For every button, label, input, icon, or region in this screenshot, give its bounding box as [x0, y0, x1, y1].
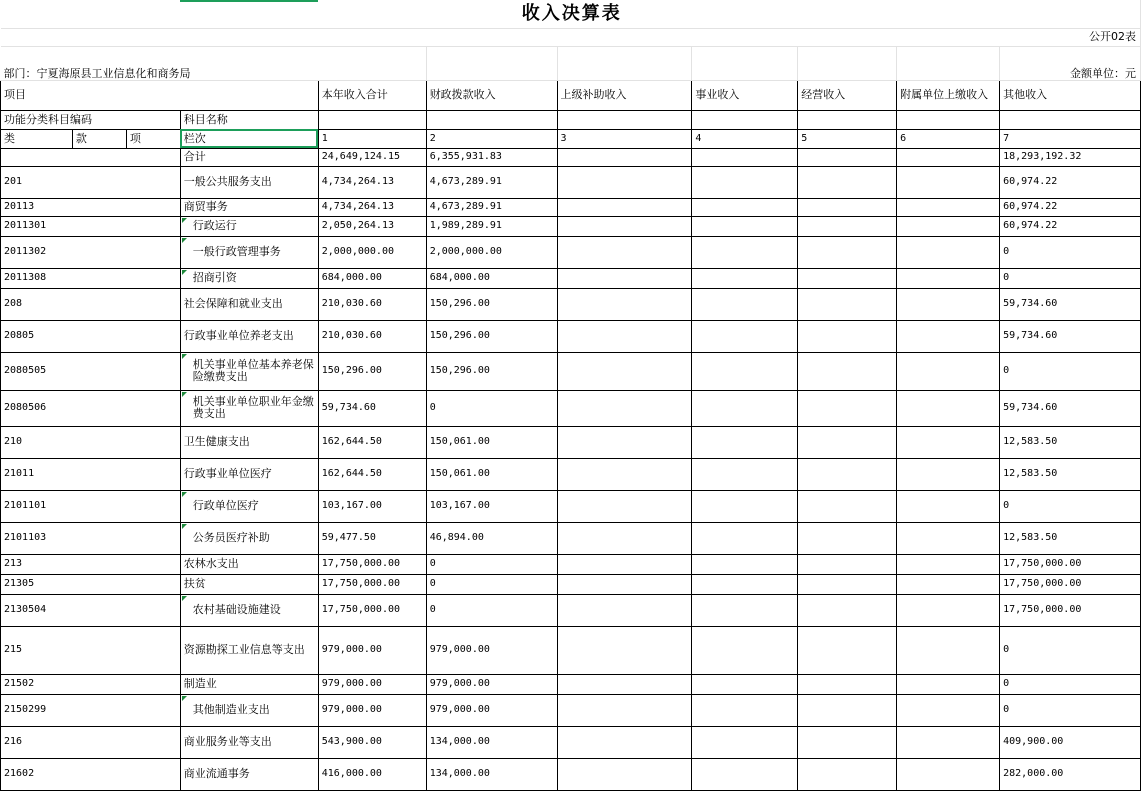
- row-other[interactable]: 0: [1000, 236, 1141, 268]
- row-operating-income[interactable]: [798, 694, 897, 726]
- row-code[interactable]: 20113: [1, 198, 181, 216]
- row-subject-name[interactable]: 商业服务业等支出: [180, 726, 318, 758]
- row-superior-subsidy[interactable]: [557, 674, 692, 694]
- row-affiliate-income[interactable]: [897, 288, 1000, 320]
- row-total[interactable]: 17,750,000.00: [318, 554, 426, 574]
- row-code[interactable]: 201: [1, 166, 181, 198]
- row-affiliate-income[interactable]: [897, 426, 1000, 458]
- row-other[interactable]: 0: [1000, 268, 1141, 288]
- row-subject-name[interactable]: 合计: [180, 148, 318, 166]
- row-affiliate-income[interactable]: [897, 726, 1000, 758]
- row-operating-income[interactable]: [798, 626, 897, 674]
- row-affiliate-income[interactable]: [897, 554, 1000, 574]
- row-code[interactable]: 2150299: [1, 694, 181, 726]
- row-business-income[interactable]: [692, 626, 798, 674]
- row-code[interactable]: 2101103: [1, 522, 181, 554]
- row-subject-name[interactable]: 行政事业单位养老支出: [180, 320, 318, 352]
- table-row: [1, 288, 1141, 320]
- header-subject-name: 科目名称: [180, 110, 318, 129]
- row-superior-subsidy[interactable]: [557, 166, 692, 198]
- row-code[interactable]: 210: [1, 426, 181, 458]
- row-fiscal[interactable]: 4,673,289.91: [426, 198, 557, 216]
- row-total[interactable]: 4,734,264.13: [318, 198, 426, 216]
- row-fiscal[interactable]: 150,296.00: [426, 320, 557, 352]
- row-fiscal[interactable]: 979,000.00: [426, 674, 557, 694]
- row-business-income[interactable]: [692, 320, 798, 352]
- row-superior-subsidy[interactable]: [557, 726, 692, 758]
- row-affiliate-income[interactable]: [897, 626, 1000, 674]
- row-other[interactable]: 17,750,000.00: [1000, 574, 1141, 594]
- row-other[interactable]: 59,734.60: [1000, 288, 1141, 320]
- row-subject-name[interactable]: 商贸事务: [180, 198, 318, 216]
- row-code[interactable]: 2080506: [1, 390, 181, 426]
- row-subject-name[interactable]: 招商引资: [180, 268, 318, 288]
- row-code[interactable]: 20805: [1, 320, 181, 352]
- row-other[interactable]: 12,583.50: [1000, 522, 1141, 554]
- col-number-5: 5: [798, 129, 897, 148]
- row-superior-subsidy[interactable]: [557, 390, 692, 426]
- row-operating-income[interactable]: [798, 148, 897, 166]
- row-other[interactable]: 12,583.50: [1000, 426, 1141, 458]
- row-business-income[interactable]: [692, 216, 798, 236]
- row-operating-income[interactable]: [798, 166, 897, 198]
- row-fiscal[interactable]: 46,894.00: [426, 522, 557, 554]
- form-number: 公开02表: [1, 28, 1141, 46]
- row-affiliate-income[interactable]: [897, 198, 1000, 216]
- col-number-7: 7: [1000, 129, 1141, 148]
- table-row: [1, 674, 1141, 694]
- header-kuan: 款: [72, 129, 126, 148]
- row-total[interactable]: 684,000.00: [318, 268, 426, 288]
- row-subject-name[interactable]: 机关事业单位基本养老保险缴费支出: [180, 352, 318, 390]
- table-row: [1, 694, 1141, 726]
- row-superior-subsidy[interactable]: [557, 522, 692, 554]
- row-total[interactable]: 210,030.60: [318, 288, 426, 320]
- department-label: 部门：宁夏海原县工业信息化和商务局: [1, 46, 427, 80]
- row-fiscal[interactable]: 979,000.00: [426, 694, 557, 726]
- row-subject-name[interactable]: 农林水支出: [180, 554, 318, 574]
- row-subject-name[interactable]: 商业流通事务: [180, 758, 318, 790]
- row-affiliate-income[interactable]: [897, 268, 1000, 288]
- row-business-income[interactable]: [692, 522, 798, 554]
- table-row: [1, 490, 1141, 522]
- row-business-income[interactable]: [692, 268, 798, 288]
- row-business-income[interactable]: [692, 288, 798, 320]
- row-subject-name[interactable]: 一般行政管理事务: [180, 236, 318, 268]
- row-other[interactable]: 0: [1000, 352, 1141, 390]
- table-row: [1, 522, 1141, 554]
- row-code[interactable]: 215: [1, 626, 181, 674]
- row-fiscal[interactable]: 1,989,289.91: [426, 216, 557, 236]
- row-operating-income[interactable]: [798, 522, 897, 554]
- row-operating-income[interactable]: [798, 268, 897, 288]
- row-fiscal[interactable]: 150,061.00: [426, 458, 557, 490]
- row-affiliate-income[interactable]: [897, 490, 1000, 522]
- row-business-income[interactable]: [692, 198, 798, 216]
- row-subject-name[interactable]: 公务员医疗补助: [180, 522, 318, 554]
- row-total[interactable]: 416,000.00: [318, 758, 426, 790]
- row-subject-name[interactable]: 行政运行: [180, 216, 318, 236]
- row-affiliate-income[interactable]: [897, 236, 1000, 268]
- row-total[interactable]: 979,000.00: [318, 674, 426, 694]
- table-row: [1, 574, 1141, 594]
- row-business-income[interactable]: [692, 490, 798, 522]
- table-row: [1, 352, 1141, 390]
- row-superior-subsidy[interactable]: [557, 554, 692, 574]
- row-affiliate-income[interactable]: [897, 148, 1000, 166]
- row-total[interactable]: 2,000,000.00: [318, 236, 426, 268]
- row-other[interactable]: 60,974.22: [1000, 216, 1141, 236]
- row-code[interactable]: 2080505: [1, 352, 181, 390]
- row-operating-income[interactable]: [798, 288, 897, 320]
- row-fiscal[interactable]: 150,296.00: [426, 352, 557, 390]
- row-code[interactable]: 2011302: [1, 236, 181, 268]
- row-operating-income[interactable]: [798, 320, 897, 352]
- row-business-income[interactable]: [692, 352, 798, 390]
- row-operating-income[interactable]: [798, 426, 897, 458]
- row-fiscal[interactable]: 150,296.00: [426, 288, 557, 320]
- row-business-income[interactable]: [692, 694, 798, 726]
- row-superior-subsidy[interactable]: [557, 288, 692, 320]
- row-superior-subsidy[interactable]: [557, 490, 692, 522]
- row-superior-subsidy[interactable]: [557, 236, 692, 268]
- header-col-2: 财政拨款收入: [426, 80, 557, 110]
- row-total[interactable]: 103,167.00: [318, 490, 426, 522]
- col-number-1: 1: [318, 129, 426, 148]
- row-subject-name[interactable]: 资源勘探工业信息等支出: [180, 626, 318, 674]
- row-affiliate-income[interactable]: [897, 352, 1000, 390]
- row-total[interactable]: 59,477.50: [318, 522, 426, 554]
- header-col-6: 附属单位上缴收入: [897, 80, 1000, 110]
- header-code-group: 功能分类科目编码: [1, 110, 181, 129]
- row-code[interactable]: 2011308: [1, 268, 181, 288]
- row-total[interactable]: 979,000.00: [318, 626, 426, 674]
- row-operating-income[interactable]: [798, 458, 897, 490]
- col-number-6: 6: [897, 129, 1000, 148]
- row-subject-name[interactable]: 制造业: [180, 674, 318, 694]
- row-business-income[interactable]: [692, 554, 798, 574]
- row-operating-income[interactable]: [798, 554, 897, 574]
- row-business-income[interactable]: [692, 758, 798, 790]
- row-subject-name[interactable]: 扶贫: [180, 574, 318, 594]
- page-title: 收入决算表: [1, 0, 1141, 28]
- row-business-income[interactable]: [692, 594, 798, 626]
- row-other[interactable]: 60,974.22: [1000, 166, 1141, 198]
- row-code[interactable]: [1, 148, 181, 166]
- table-row: [1, 166, 1141, 198]
- row-superior-subsidy[interactable]: [557, 352, 692, 390]
- table-row: [1, 148, 1141, 166]
- row-operating-income[interactable]: [798, 674, 897, 694]
- header-col-1: 本年收入合计: [318, 80, 426, 110]
- row-operating-income[interactable]: [798, 352, 897, 390]
- table-row: [1, 426, 1141, 458]
- row-code[interactable]: 216: [1, 726, 181, 758]
- table-row: [1, 390, 1141, 426]
- row-other[interactable]: 59,734.60: [1000, 390, 1141, 426]
- row-operating-income[interactable]: [798, 236, 897, 268]
- row-other[interactable]: 17,750,000.00: [1000, 554, 1141, 574]
- row-business-income[interactable]: [692, 426, 798, 458]
- table-row: [1, 758, 1141, 790]
- row-fiscal[interactable]: 979,000.00: [426, 626, 557, 674]
- row-other[interactable]: 18,293,192.32: [1000, 148, 1141, 166]
- row-total[interactable]: 59,734.60: [318, 390, 426, 426]
- row-affiliate-income[interactable]: [897, 522, 1000, 554]
- row-total[interactable]: 979,000.00: [318, 694, 426, 726]
- row-affiliate-income[interactable]: [897, 320, 1000, 352]
- row-code[interactable]: 21011: [1, 458, 181, 490]
- row-subject-name[interactable]: 其他制造业支出: [180, 694, 318, 726]
- col-number-3: 3: [557, 129, 692, 148]
- row-superior-subsidy[interactable]: [557, 320, 692, 352]
- row-affiliate-income[interactable]: [897, 458, 1000, 490]
- row-operating-income[interactable]: [798, 198, 897, 216]
- table-row: [1, 726, 1141, 758]
- row-total[interactable]: 543,900.00: [318, 726, 426, 758]
- row-affiliate-income[interactable]: [897, 694, 1000, 726]
- row-business-income[interactable]: [692, 726, 798, 758]
- row-total[interactable]: 162,644.50: [318, 458, 426, 490]
- row-affiliate-income[interactable]: [897, 674, 1000, 694]
- row-subject-name[interactable]: 卫生健康支出: [180, 426, 318, 458]
- table-row: [1, 216, 1141, 236]
- header-col-7: 其他收入: [1000, 80, 1141, 110]
- col-number-4: 4: [692, 129, 798, 148]
- row-subject-name[interactable]: 机关事业单位职业年金缴费支出: [180, 390, 318, 426]
- row-operating-income[interactable]: [798, 594, 897, 626]
- row-total[interactable]: 17,750,000.00: [318, 574, 426, 594]
- row-other[interactable]: 12,583.50: [1000, 458, 1141, 490]
- row-other[interactable]: 0: [1000, 626, 1141, 674]
- row-affiliate-income[interactable]: [897, 758, 1000, 790]
- table-row: [1, 626, 1141, 674]
- row-business-income[interactable]: [692, 674, 798, 694]
- row-operating-income[interactable]: [798, 216, 897, 236]
- row-superior-subsidy[interactable]: [557, 458, 692, 490]
- row-affiliate-income[interactable]: [897, 574, 1000, 594]
- row-other[interactable]: 17,750,000.00: [1000, 594, 1141, 626]
- row-code[interactable]: 2011301: [1, 216, 181, 236]
- row-fiscal[interactable]: 0: [426, 574, 557, 594]
- row-subject-name[interactable]: 农村基础设施建设: [180, 594, 318, 626]
- row-other[interactable]: 409,900.00: [1000, 726, 1141, 758]
- row-fiscal[interactable]: 2,000,000.00: [426, 236, 557, 268]
- row-fiscal[interactable]: 0: [426, 554, 557, 574]
- row-operating-income[interactable]: [798, 726, 897, 758]
- row-operating-income[interactable]: [798, 574, 897, 594]
- row-affiliate-income[interactable]: [897, 594, 1000, 626]
- row-total[interactable]: 4,734,264.13: [318, 166, 426, 198]
- row-affiliate-income[interactable]: [897, 216, 1000, 236]
- header-col-3: 上级补助收入: [557, 80, 692, 110]
- row-code[interactable]: 208: [1, 288, 181, 320]
- row-superior-subsidy[interactable]: [557, 594, 692, 626]
- row-fiscal[interactable]: 0: [426, 594, 557, 626]
- table-row: [1, 268, 1141, 288]
- row-other[interactable]: 0: [1000, 674, 1141, 694]
- table-row: [1, 198, 1141, 216]
- row-superior-subsidy[interactable]: [557, 198, 692, 216]
- row-operating-income[interactable]: [798, 490, 897, 522]
- row-subject-name[interactable]: 行政事业单位医疗: [180, 458, 318, 490]
- row-operating-income[interactable]: [798, 758, 897, 790]
- header-col-5: 经营收入: [798, 80, 897, 110]
- row-business-income[interactable]: [692, 574, 798, 594]
- table-row: [1, 458, 1141, 490]
- row-code[interactable]: 21502: [1, 674, 181, 694]
- row-superior-subsidy[interactable]: [557, 268, 692, 288]
- header-lanci-cell[interactable]: 栏次: [180, 129, 318, 148]
- row-superior-subsidy[interactable]: [557, 426, 692, 458]
- table-row: [1, 320, 1141, 352]
- row-fiscal[interactable]: 0: [426, 390, 557, 426]
- row-business-income[interactable]: [692, 390, 798, 426]
- row-operating-income[interactable]: [798, 390, 897, 426]
- row-code[interactable]: 21305: [1, 574, 181, 594]
- row-total[interactable]: 150,296.00: [318, 352, 426, 390]
- table-row: [1, 594, 1141, 626]
- row-code[interactable]: 2101101: [1, 490, 181, 522]
- table-row: [1, 236, 1141, 268]
- row-total[interactable]: 17,750,000.00: [318, 594, 426, 626]
- row-superior-subsidy[interactable]: [557, 148, 692, 166]
- header-item: 项目: [1, 80, 319, 110]
- row-subject-name[interactable]: 一般公共服务支出: [180, 166, 318, 198]
- row-total[interactable]: 210,030.60: [318, 320, 426, 352]
- row-fiscal[interactable]: 4,673,289.91: [426, 166, 557, 198]
- row-other[interactable]: 60,974.22: [1000, 198, 1141, 216]
- row-other[interactable]: 59,734.60: [1000, 320, 1141, 352]
- row-subject-name[interactable]: 社会保障和就业支出: [180, 288, 318, 320]
- row-business-income[interactable]: [692, 166, 798, 198]
- row-total[interactable]: 24,649,124.15: [318, 148, 426, 166]
- row-superior-subsidy[interactable]: [557, 626, 692, 674]
- row-subject-name[interactable]: 行政单位医疗: [180, 490, 318, 522]
- row-superior-subsidy[interactable]: [557, 758, 692, 790]
- row-other[interactable]: 0: [1000, 490, 1141, 522]
- header-xiang: 项: [126, 129, 180, 148]
- row-total[interactable]: 162,644.50: [318, 426, 426, 458]
- table-row: [1, 554, 1141, 574]
- row-superior-subsidy[interactable]: [557, 216, 692, 236]
- unit-label: 金额单位：元: [1000, 46, 1141, 80]
- row-fiscal[interactable]: 6,355,931.83: [426, 148, 557, 166]
- row-affiliate-income[interactable]: [897, 390, 1000, 426]
- row-business-income[interactable]: [692, 458, 798, 490]
- row-affiliate-income[interactable]: [897, 166, 1000, 198]
- row-fiscal[interactable]: 150,061.00: [426, 426, 557, 458]
- row-other[interactable]: 0: [1000, 694, 1141, 726]
- row-total[interactable]: 2,050,264.13: [318, 216, 426, 236]
- row-fiscal[interactable]: 134,000.00: [426, 758, 557, 790]
- row-fiscal[interactable]: 134,000.00: [426, 726, 557, 758]
- row-fiscal[interactable]: 103,167.00: [426, 490, 557, 522]
- row-fiscal[interactable]: 684,000.00: [426, 268, 557, 288]
- header-col-4: 事业收入: [692, 80, 798, 110]
- row-code[interactable]: 2130504: [1, 594, 181, 626]
- row-superior-subsidy[interactable]: [557, 694, 692, 726]
- row-business-income[interactable]: [692, 236, 798, 268]
- row-other[interactable]: 282,000.00: [1000, 758, 1141, 790]
- col-number-2: 2: [426, 129, 557, 148]
- row-superior-subsidy[interactable]: [557, 574, 692, 594]
- header-category: 类: [1, 129, 73, 148]
- row-business-income[interactable]: [692, 148, 798, 166]
- row-code[interactable]: 21602: [1, 758, 181, 790]
- row-code[interactable]: 213: [1, 554, 181, 574]
